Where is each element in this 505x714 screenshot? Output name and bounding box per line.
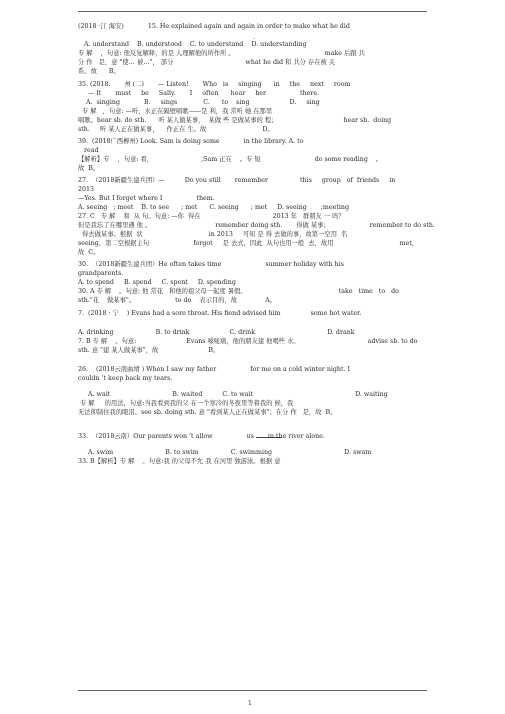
footer-rule [78, 690, 427, 691]
page-number: 1 [248, 700, 252, 707]
text-line: A. to spend B. spend C. spent D. spending [78, 279, 236, 286]
header-rule [78, 11, 427, 12]
text-line: 无法抑制住我的眼泪。see sb. doing sth. 意 "看到某人正在做某事"；在分 作 是，故 B。 [78, 409, 337, 416]
text-line: 故 C。 [78, 249, 100, 256]
text-line: sth. 听 某人正在做某事， 作正在 生。故 D。 [78, 126, 274, 133]
text-line: . [253, 34, 256, 41]
text-line: 得去做某事。根据 状 in 2013 可知 是 得 去做的事，故第一空用 名 [78, 231, 348, 238]
text-line: 7. B 专 解 。句意: Evans 嗓咙痛，他的朋友建 他喝些 水。 advise sb. to do [78, 338, 418, 345]
text-line: 39. (2018广西柳州) Look. Sam is doing some in the library. A. to [78, 138, 304, 145]
text-line: 27. （2018新疆生建兵团）— Do you still remember this group of friends in [78, 177, 396, 184]
text-line: A. seeing ; meet B. to see ; met C. seeing ; met D. seeing ;meeting [78, 204, 349, 211]
text-line: 33. B【解析】专 解 。句意:我 的父母不允 我 在河里 独游泳。根据 意 [78, 458, 281, 465]
text-line: 专 解 的用法，句意:当我看到我的父 在一个寒冷的冬夜里等着我的 候，我 [80, 400, 294, 407]
text-line: A. wait B. waited C. to wait D. waiting [88, 391, 388, 398]
text-line: couldn ’t keep back my tears. [78, 375, 173, 382]
text-line: 35. (2018. 州 (二) — Listen! Who is singing in the next room [78, 81, 351, 88]
text-line: seeing，第二空根据主句 forgot 是 去式，因此 从句也用一般 去，故用 met， [78, 240, 419, 247]
text-line: A. swim B. to swim C. swimming D. swam [88, 449, 372, 456]
text-line: 27. C 专 解 和 从 句。句意: —你 得在 2013 年 群朋友 一 吗？ [78, 213, 345, 220]
text-line: 但是我忘了在哪里遇 他 。 remember doing sth. 得做 某事； remember to do sth. [78, 222, 435, 229]
text-line: — It must be Sally. I often hear her there. [88, 90, 320, 97]
text-line: A. understand B. understood C. to understand D. understanding [78, 41, 307, 48]
text-line: 30. A 专 解 。句意: 他 常花 和他的祖父母一起度 暑假。 take time to do [78, 288, 399, 295]
text-line: A. drinking B. to drink C. drink D. drank [78, 329, 355, 336]
text-line: grandparents. [78, 270, 124, 277]
text-line: 专 解 ，句意: 他反复解释，的是 人理解他的所作所 。 make 后跟 共 [78, 50, 365, 57]
text-line: sth."花 做某事"。 to do 表示目的，故 A。 [78, 297, 276, 304]
text-line: 30. （2018新疆生建兵团）He often takes time summer holiday with his [78, 261, 344, 268]
text-line: 26. (2018云南曲靖 ) When I saw my father for me on a cold winter night. I [78, 366, 350, 373]
text-line: 2013 [78, 186, 95, 193]
text-line: 分 作 是，意 "使… 被…"， 部分 what he did 和 共分 存在被 关 [78, 59, 336, 66]
text-line: 故 B。 [78, 165, 100, 172]
text-line: 7. (2018 · 宁 ) Evans had a sore throat. His fiend advised him some hot water. [78, 310, 362, 317]
text-line: 唱歌。hear sb. do sth. 听 某人做某事， 某做 些 是做某事的 程； hear sb. doing [78, 117, 392, 124]
text-line: read [84, 147, 99, 154]
text-line: 【解析】专 ，句意: 看， ,Sam 正在 。专 短 do some reading 。 [78, 156, 383, 163]
text-line: (2018 ·江 海安) 15. He explained again and again in order to make what he did [78, 23, 350, 30]
text-line: A. singing B. sings C. to sing D. sing [86, 99, 320, 106]
text-line: 33. （2018云南）Our parents won ’t allow us in the river alone. [78, 433, 325, 440]
text-line: 专 解 ，句意: —听，水正在隔壁唱歌——是 利，我 常听 她 在那里 [78, 108, 273, 115]
text-line: sth. 意 "建 某人做某事"，故 B。 [78, 347, 220, 354]
text-line: —Yes. But I forget where I them. [78, 195, 215, 202]
text-line: 系。故 B。 [78, 68, 120, 75]
